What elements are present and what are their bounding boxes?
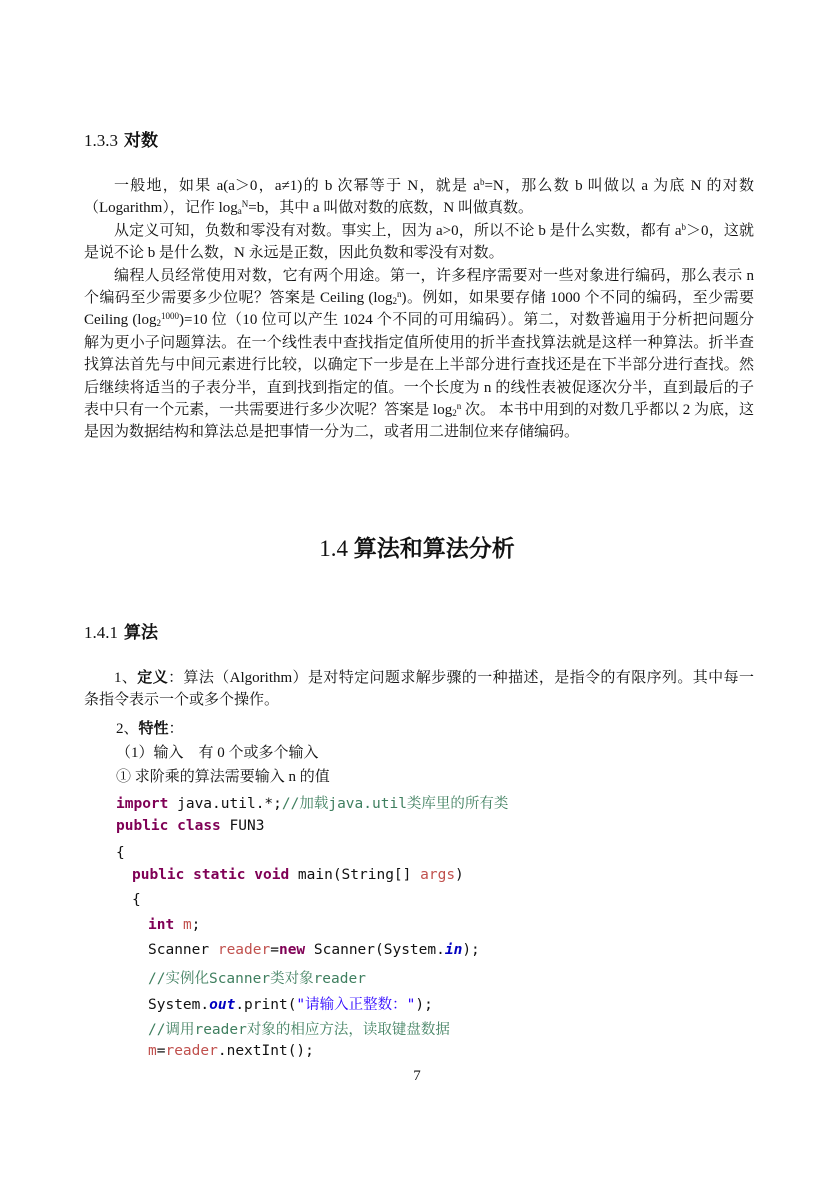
code-line-brace: { xyxy=(116,845,125,861)
paragraph-no-log-for-negative: 从定义可知，负数和零没有对数。事实上，因为 a>0，所以不论 b 是什么实数，都有 $a^b>0$，这就是说不论 b 是什么数，N 永远是正数，因此负数和零没有对数。 xyxy=(84,221,754,262)
code-line-comment-read: //调用reader对象的相应方法，读取键盘数据 xyxy=(148,1022,450,1038)
definition-block xyxy=(84,667,754,712)
section-title: 对数 xyxy=(124,131,158,150)
code-line-comment-instantiate: //实例化Scanner类对象reader xyxy=(148,971,366,987)
section-title: 算法 xyxy=(124,623,158,642)
paragraph-logarithm-definition: 一般地，如果 a(a＞0，a≠1)的 b 次幂等于 N，就是 $a^b=N$，那么数 b 叫做以 a 为底 N 的对数（Logarithm），记作 $\log_a^N=b$，其中 a 叫做对数的底数，N 叫做真数。 xyxy=(84,177,754,217)
paragraph-algorithm-definition: 1、定义：算法（Algorithm）是对特定问题求解步骤的一种描述，是指令的有限序列。其中每一条指令表示一个或多个操作。 xyxy=(84,670,754,709)
section-heading-1-4 xyxy=(0,530,834,563)
features-heading: 2、特性： xyxy=(116,721,184,737)
section-heading-1-4-1 xyxy=(84,618,158,643)
code-line-scanner: Scanner reader=new Scanner(System.in); xyxy=(148,942,480,958)
code-line-int: int m; xyxy=(148,917,201,933)
section-heading-1-3-3 xyxy=(84,126,158,151)
section-number: 1.4 xyxy=(319,536,348,561)
body-text-block xyxy=(84,175,754,444)
section-number: 1.3.3 xyxy=(84,131,118,150)
page-number: 7 xyxy=(413,1068,421,1084)
section-title: 算法和算法分析 xyxy=(353,536,515,561)
input-feature-line: （1）输入 有 0 个或多个输入 xyxy=(116,745,319,761)
code-line-main: public static void main(String[] args) xyxy=(132,867,464,883)
code-line-class: public class FUN3 xyxy=(116,818,265,834)
code-line-nextint: m=reader.nextInt(); xyxy=(148,1043,314,1059)
code-line-brace-inner: { xyxy=(132,892,141,908)
section-number: 1.4.1 xyxy=(84,623,118,642)
code-line-print: System.out.print("请输入正整数："); xyxy=(148,997,433,1013)
factorial-example-line: ① 求阶乘的算法需要输入 n 的值 xyxy=(116,769,330,785)
code-line-import: import java.util.*;//加载java.util类库里的所有类 xyxy=(116,796,509,812)
paragraph-log-uses: 编程人员经常使用对数，它有两个用途。第一，许多程序需要对一些对象进行编码，那么表示 n 个编码至少需要多少位呢？答案是 Ceiling $(\log_2^n)$。例如，如果要存储 1000 个不同的编码，至少需要 Ceiling $(\log_2^{1000})=10$ 位（10 位可以产生 1024 个不同的可用编码）。第二，对数普遍用于分析把问题分解为更小子问题算法。在一个线性表中查找指定值所使用的折半查找算法就是这样一种算法。折半查找算法首先与中间元素进行比较，以确定下一步是在上半部分进行查找还是在下半部分进行查找。然后继续将适当的子表分半，直到找到指定的值。一个长度为 n 的线性表被促逐次分半，直到最后的子表中只有一个元素，一共需要进行多少次呢？答案是 $\log_2^n$ 次。 本书中用到的对数几乎都以 2 为底，这是因为数据结构和算法总是把事情一分为二，或者用二进制位来存储编码。 xyxy=(84,267,754,441)
